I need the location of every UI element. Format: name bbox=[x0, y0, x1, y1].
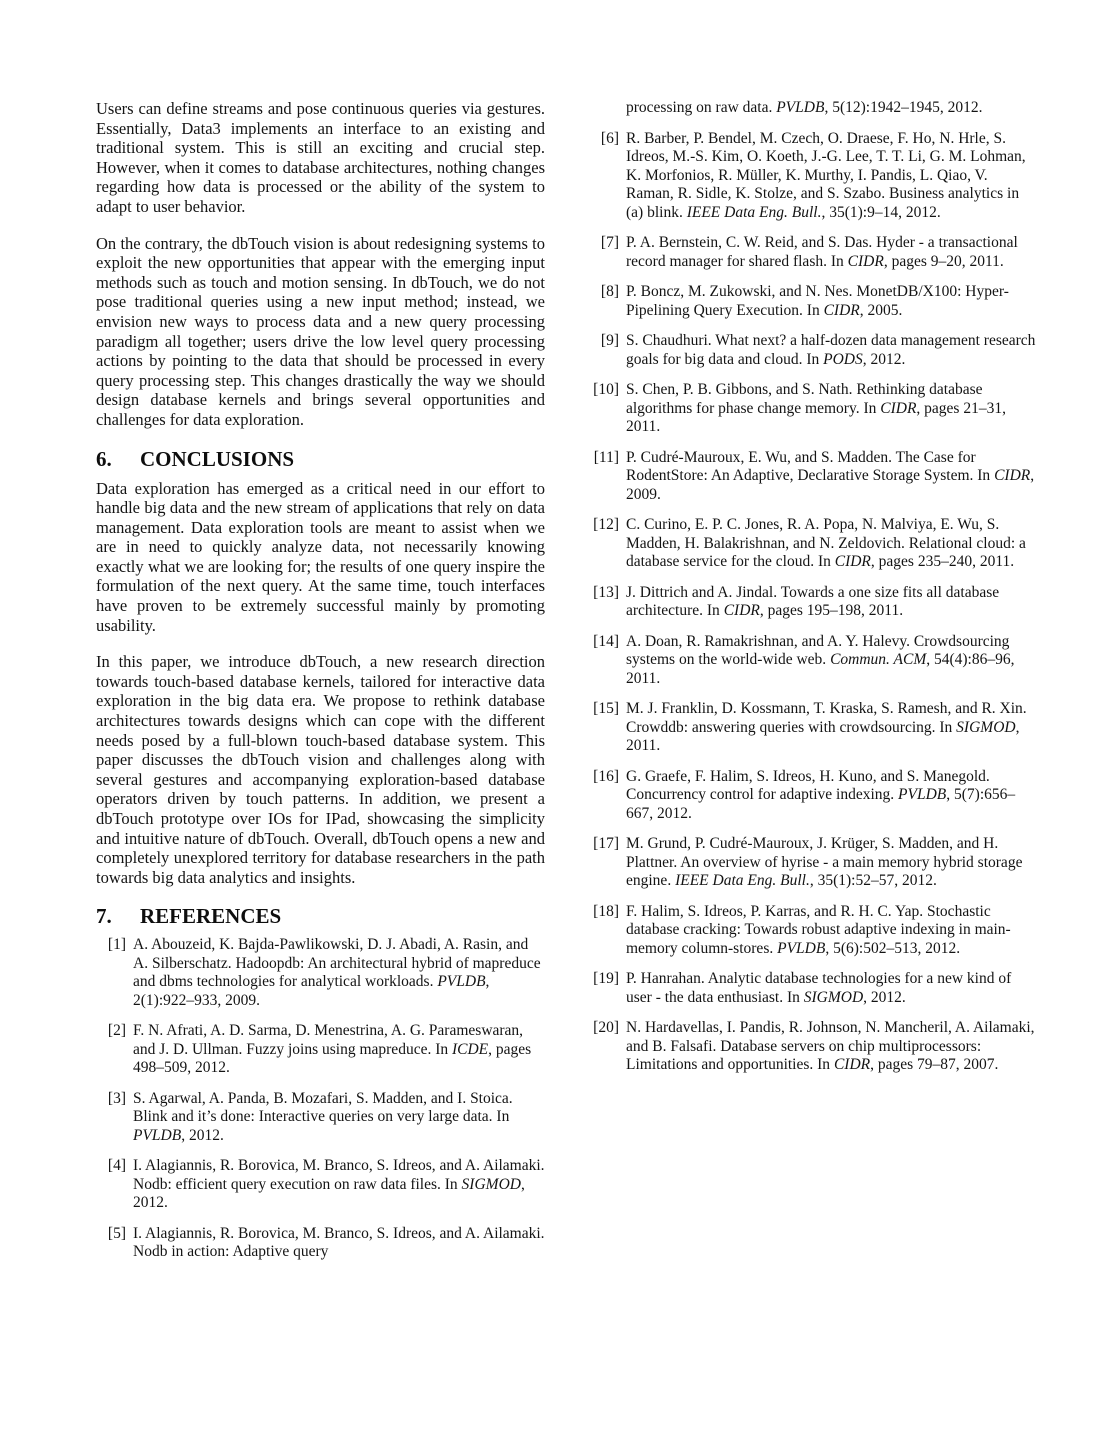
reference-text bbox=[626, 130, 1038, 223]
reference-text-run: , pages 9–20, 2011. bbox=[883, 252, 1004, 270]
reference-text bbox=[626, 283, 1038, 320]
reference-text bbox=[133, 1022, 545, 1078]
section-title: CONCLUSIONS bbox=[140, 446, 295, 471]
reference-text-run: P. A. Bernstein, C. W. Reid, and S. Das. Hyder - a transactional record manager for shared flash. In bbox=[626, 234, 1018, 270]
reference-item bbox=[96, 1090, 545, 1146]
reference-text bbox=[626, 381, 1038, 437]
reference-item bbox=[589, 633, 1038, 689]
venue-name: CIDR bbox=[847, 252, 884, 270]
venue-name: PVLDB bbox=[776, 99, 825, 116]
venue-name: SIGMOD bbox=[956, 718, 1016, 736]
reference-item bbox=[589, 516, 1038, 572]
reference-text-run: M. Grund, P. Cudré-Mauroux, J. Krüger, S. Madden, and H. Plattner. An overview of hyrise - a main memory hybrid storage engine. bbox=[626, 835, 1023, 889]
body-paragraph: In this paper, we introduce dbTouch, a new research direction towards touch-based database kernels, tailored for interactive data exploration in the big data era. We propose to rethink database architectures towards designs which can cope with the different needs posed by a full-blown touch-based database system. This paper discusses the dbTouch vision and challenges along with several gestures and accompanying exploration-based database operators driven by touch patterns. In addition, we present a dbTouch prototype over IOs for IPad, showcasing the simplicity and intuitive nature of dbTouch. Overall, dbTouch opens a new and completely unexplored territory for database researchers in the path towards big data analytics and insights. bbox=[96, 652, 545, 887]
reference-text-run: , 2012. bbox=[863, 988, 906, 1006]
reference-text bbox=[133, 1090, 545, 1146]
references-list-left bbox=[96, 936, 545, 1262]
reference-number: [2] bbox=[107, 1022, 126, 1040]
reference-text bbox=[626, 332, 1038, 369]
reference-text bbox=[133, 936, 545, 1010]
reference-text-run: , 35(1):52–57, 2012. bbox=[809, 872, 937, 889]
reference-text-run: I. Alagiannis, R. Borovica, M. Branco, S. Idreos, and A. Ailamaki. Nodb: efficient query execution on raw data files. In bbox=[133, 1157, 545, 1193]
reference-number: [3] bbox=[107, 1089, 126, 1107]
reference-item bbox=[589, 332, 1038, 369]
reference-text-run: processing on raw data. bbox=[626, 99, 777, 116]
venue-name: PVLDB bbox=[133, 1126, 182, 1144]
body-paragraph: Data exploration has emerged as a critical need in our effort to handle big data and the new stream of applications that rely on data management. Data exploration tools are meant to assist when we are in need to quickly analyze data, not necessarily knowing exactly what we are looking for; the results of one query inspire the formulation of the next query. At the same time, touch interfaces have proven to be extremely successful mainly by promoting usability. bbox=[96, 478, 545, 635]
venue-name: IEEE Data Eng. Bull. bbox=[675, 872, 810, 889]
reference-number: [1] bbox=[107, 936, 126, 954]
reference-text bbox=[626, 700, 1038, 756]
reference-text-run: , 2012. bbox=[862, 350, 906, 368]
section-heading-conclusions bbox=[96, 447, 545, 471]
reference-item bbox=[96, 1225, 545, 1262]
reference-text bbox=[626, 1019, 1038, 1075]
reference-text-run: , 54(4):86–96, 2011. bbox=[626, 651, 1015, 687]
venue-name: PVLDB bbox=[777, 939, 826, 957]
reference-text-run: P. Hanrahan. Analytic database technologies for a new kind of user - the data enthusiast. In bbox=[626, 970, 1012, 1006]
venue-name: CIDR bbox=[880, 399, 917, 417]
reference-number: [6] bbox=[600, 129, 619, 147]
left-column bbox=[96, 99, 545, 1274]
reference-number: [5] bbox=[107, 1224, 126, 1242]
reference-text-run: , 35(1):9–14, 2012. bbox=[821, 203, 941, 221]
reference-text-run: , 5(6):502–513, 2012. bbox=[825, 939, 961, 957]
reference-item bbox=[589, 768, 1038, 824]
reference-text bbox=[133, 1225, 545, 1262]
reference-text-run: , pages 21–31, 2011. bbox=[626, 399, 1006, 435]
reference-item bbox=[589, 970, 1038, 1007]
reference-number: [18] bbox=[593, 902, 619, 920]
reference-text bbox=[133, 1157, 545, 1213]
reference-text-run: P. Boncz, M. Zukowski, and N. Nes. MonetDB/X100: Hyper-Pipelining Query Execution. In bbox=[626, 283, 1009, 319]
body-paragraph: Users can define streams and pose continuous queries via gestures. Essentially, Data3 implements an interface to an existing and traditional system. This is still an exciting and crucial step. However, when it comes to database architectures, nothing changes regarding how data is processed or the ability of the system to adapt to user behavior. bbox=[96, 99, 545, 216]
reference-text bbox=[626, 835, 1038, 891]
venue-name: PVLDB bbox=[437, 973, 486, 991]
reference-text-run: R. Barber, P. Bendel, M. Czech, O. Draese, F. Ho, N. Hrle, S. Idreos, M.-S. Kim, O. Koeth, J.-G. Lee, T. T. Li, G. M. Lohman, K. Morfonios, R. Müller, K. Murthy, I. Pandis, L. Qiao, V. Raman, R. Sidle, K. Stolze, and S. Szabo. Business analytics in (a) blink. bbox=[626, 129, 1026, 221]
reference-number: [20] bbox=[593, 1019, 619, 1036]
reference-number: [11] bbox=[593, 448, 619, 466]
section-title: REFERENCES bbox=[140, 904, 282, 929]
section-heading-references bbox=[96, 904, 545, 928]
reference-text bbox=[626, 584, 1038, 621]
reference-text-run: , 2012. bbox=[133, 1175, 525, 1212]
reference-number: [12] bbox=[593, 516, 619, 533]
reference-text-run: G. Graefe, F. Halim, S. Idreos, H. Kuno, and S. Manegold. Concurrency control for adaptive indexing. bbox=[626, 767, 990, 803]
reference-number: [8] bbox=[600, 283, 619, 300]
venue-name: Commun. ACM bbox=[830, 651, 927, 668]
reference-text-run: N. Hardavellas, I. Pandis, R. Johnson, N. Mancheril, A. Ailamaki, and B. Falsafi. Database servers on chip multiprocessors: Limitations and opportunities. In bbox=[626, 1019, 1035, 1073]
body-paragraph: On the contrary, the dbTouch vision is about redesigning systems to exploit the new opportunities that appear with the emerging input methods such as touch and motion sensing. In dbTouch, we do not pose traditional queries using a new input method; instead, we envision new ways to process data and a new query processing paradigm all together; users drive the low level query processing actions by pointing to the data that should be processed in every query processing step. This changes drastically the way we should design database kernels and brings several opportunities and challenges for data exploration. bbox=[96, 233, 545, 429]
venue-name: CIDR bbox=[823, 301, 860, 319]
reference-text-run: S. Chaudhuri. What next? a half-dozen data management research goals for big data and cloud. In bbox=[626, 332, 1036, 368]
venue-name: CIDR bbox=[834, 553, 871, 570]
venue-name: PVLDB bbox=[898, 786, 947, 803]
section-number: 6. bbox=[96, 446, 112, 471]
reference-text bbox=[626, 903, 1038, 959]
reference-number: [15] bbox=[593, 700, 619, 717]
right-column bbox=[589, 99, 1038, 1274]
reference-text-run: , 5(7):656–667, 2012. bbox=[626, 786, 1016, 822]
reference-number: [16] bbox=[593, 767, 619, 785]
reference-text-run: S. Agarwal, A. Panda, B. Mozafari, S. Madden, and I. Stoica. Blink and it’s done: Interactive queries on very large data. In bbox=[133, 1089, 513, 1126]
reference-item bbox=[589, 381, 1038, 437]
reference-text-run: , pages 498–509, 2012. bbox=[133, 1040, 532, 1077]
reference-text-run: , 5(12):1942–1945, 2012. bbox=[824, 99, 983, 116]
reference-item bbox=[96, 1022, 545, 1078]
reference-text-run: F. Halim, S. Idreos, P. Karras, and R. H. C. Yap. Stochastic database cracking: Towards robust adaptive indexing in main-memory column-stores. bbox=[626, 902, 1011, 957]
reference-text-run: S. Chen, P. B. Gibbons, and S. Nath. Rethinking database algorithms for phase change memory. In bbox=[626, 381, 983, 417]
reference-number: [13] bbox=[593, 583, 619, 601]
reference-text bbox=[626, 234, 1038, 271]
reference-text-run: , 2009. bbox=[626, 467, 1035, 503]
reference-number: [10] bbox=[593, 381, 619, 398]
reference-text-run: , pages 235–240, 2011. bbox=[870, 553, 1015, 570]
reference-text bbox=[626, 768, 1038, 824]
reference-text bbox=[626, 970, 1038, 1007]
reference-item bbox=[96, 1157, 545, 1213]
venue-name: CIDR bbox=[833, 1056, 871, 1073]
reference-text-run: A. Abouzeid, K. Bajda-Pawlikowski, D. J. Abadi, A. Rasin, and A. Silberschatz. Hadoopdb: An architectural hybrid of mapreduce and dbms technologies for analytical workloads. bbox=[133, 936, 541, 991]
reference-text-run: P. Cudré-Mauroux, E. Wu, and S. Madden. The Case for RodentStore: An Adaptive, Declarative Storage System. In bbox=[626, 448, 995, 484]
reference-item bbox=[589, 234, 1038, 271]
section-number: 7. bbox=[96, 904, 112, 929]
reference-text-run: , 2011. bbox=[626, 718, 1020, 754]
venue-name: SIGMOD bbox=[803, 988, 864, 1006]
reference-item bbox=[589, 835, 1038, 891]
reference-number: [14] bbox=[593, 632, 619, 650]
venue-name: SIGMOD bbox=[461, 1175, 521, 1193]
reference-continuation bbox=[626, 99, 1038, 118]
reference-text-run: F. N. Afrati, A. D. Sarma, D. Menestrina, A. G. Parameswaran, and J. D. Ullman. Fuzzy joins using mapreduce. In bbox=[133, 1022, 524, 1058]
venue-name: PODS bbox=[823, 350, 863, 368]
reference-item bbox=[589, 283, 1038, 320]
reference-text bbox=[626, 449, 1038, 505]
reference-text-run: J. Dittrich and A. Jindal. Towards a one size fits all database architecture. In bbox=[626, 583, 1000, 619]
reference-number: [4] bbox=[107, 1157, 126, 1175]
reference-item bbox=[589, 903, 1038, 959]
reference-number: [9] bbox=[600, 332, 619, 349]
venue-name: IEEE Data Eng. Bull. bbox=[686, 203, 822, 221]
reference-item bbox=[589, 1019, 1038, 1075]
reference-text-run: M. J. Franklin, D. Kossmann, T. Kraska, S. Ramesh, and R. Xin. Crowddb: answering queries with crowdsourcing. In bbox=[626, 700, 1027, 736]
reference-text-run: A. Doan, R. Ramakrishnan, and A. Y. Halevy. Crowdsourcing systems on the world-wide web. bbox=[626, 632, 1010, 668]
reference-text-run: , 2005. bbox=[859, 301, 903, 319]
reference-item bbox=[589, 130, 1038, 223]
reference-text-run: , 2(1):922–933, 2009. bbox=[133, 973, 490, 1009]
reference-item bbox=[96, 936, 545, 1010]
reference-number: [7] bbox=[600, 234, 619, 251]
reference-item bbox=[589, 700, 1038, 756]
venue-name: CIDR bbox=[723, 602, 760, 619]
reference-item bbox=[589, 584, 1038, 621]
reference-text-run: I. Alagiannis, R. Borovica, M. Branco, S. Idreos, and A. Ailamaki. Nodb in action: Adaptive query bbox=[133, 1224, 545, 1261]
venue-name: CIDR bbox=[994, 467, 1031, 484]
reference-number: [19] bbox=[593, 970, 619, 987]
reference-number: [17] bbox=[593, 835, 619, 852]
two-column-layout bbox=[96, 99, 1113, 1274]
reference-text bbox=[626, 516, 1038, 572]
reference-item bbox=[589, 449, 1038, 505]
reference-text-run: , 2012. bbox=[181, 1126, 224, 1144]
references-list-right bbox=[589, 130, 1038, 1075]
reference-text-run: , pages 79–87, 2007. bbox=[870, 1056, 999, 1073]
reference-text-run: C. Curino, E. P. C. Jones, R. A. Popa, N. Malviya, E. Wu, S. Madden, H. Balakrishnan, and N. Zeldovich. Relational cloud: a database service for the cloud. In bbox=[626, 516, 1026, 570]
reference-text bbox=[626, 633, 1038, 689]
venue-name: ICDE bbox=[451, 1040, 489, 1058]
reference-text-run: , pages 195–198, 2011. bbox=[759, 602, 904, 619]
